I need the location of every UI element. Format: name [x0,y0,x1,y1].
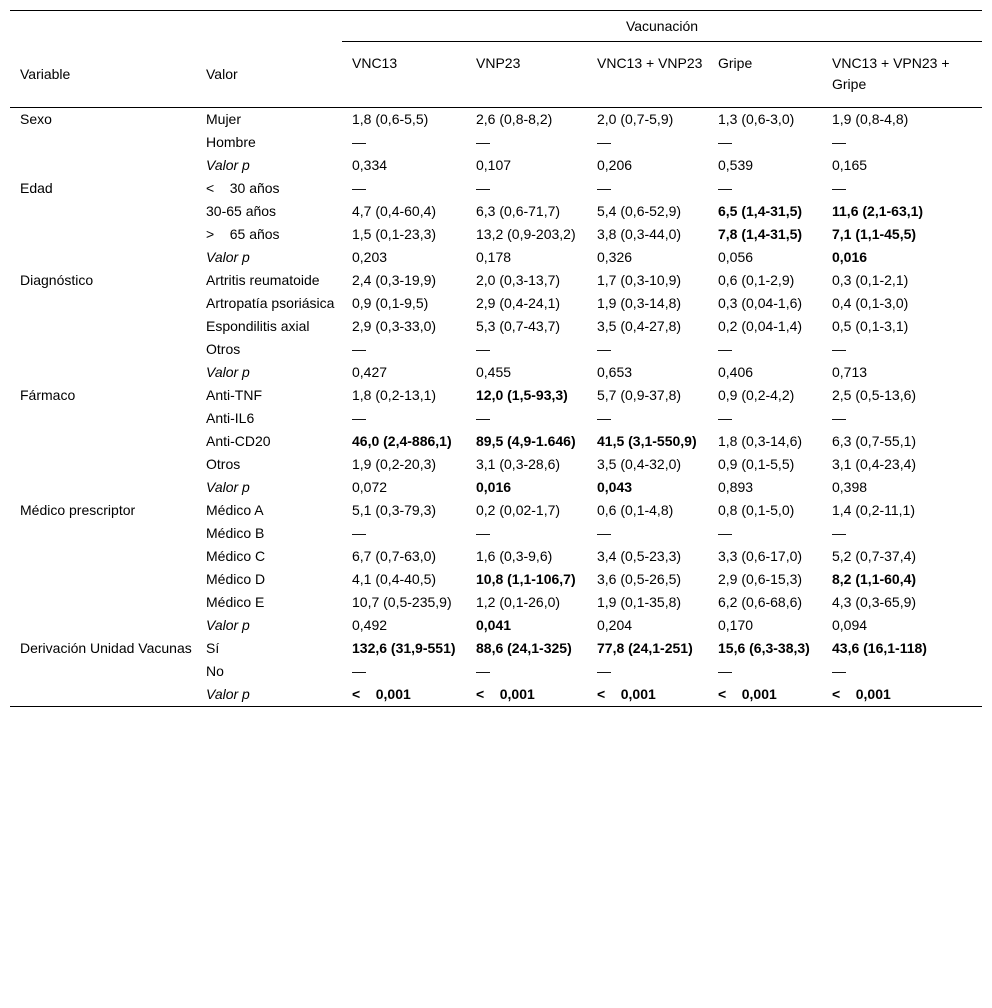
row-valor-label: Valor p [206,617,250,633]
row-cell: — [597,180,611,196]
row-cell: — [476,410,490,426]
row-variable [10,292,196,315]
row-cell: 8,2 (1,1-60,4) [832,571,917,587]
row-cell: 3,8 (0,3-44,0) [597,226,682,242]
row-cell: — [597,341,611,357]
row-valor: Anti-IL6 [206,410,255,426]
row-cell: — [718,410,732,426]
row-variable [10,361,196,384]
row-cell: 2,6 (0,8-8,2) [476,111,553,127]
row-cell: 1,3 (0,6-3,0) [718,111,795,127]
row-valor [196,683,342,707]
row-cell: < 0,001 [466,683,587,707]
row-cell: 89,5 (4,9-1.646) [476,433,576,449]
row-valor [196,476,342,499]
row-valor: > 65 años [206,226,280,242]
table-row [10,614,982,637]
row-valor: Médico D [206,571,266,587]
row-valor: Médico A [206,502,264,518]
header-spacer [10,11,196,42]
row-cell: 77,8 (24,1-251) [597,640,693,656]
row-cell: 3,5 (0,4-27,8) [597,318,682,334]
table-row [10,476,982,499]
row-cell: 0,406 [718,364,754,380]
row-variable [10,338,196,361]
table-row [10,545,982,568]
table-row [10,522,982,545]
row-variable [10,545,196,568]
row-cell: 1,6 (0,3-9,6) [476,548,553,564]
row-cell: < 0,001 [822,683,982,707]
row-cell: 15,6 (6,3-38,3) [718,640,810,656]
row-cell: 5,3 (0,7-43,7) [476,318,561,334]
table-row [10,177,982,200]
row-cell: 2,5 (0,5-13,6) [832,387,917,403]
row-variable [10,246,196,269]
row-cell: 0,427 [352,364,388,380]
row-cell: 0,893 [718,479,754,495]
row-cell: 0,170 [718,617,754,633]
table-row [10,269,982,292]
row-variable: Derivación Unidad Vacunas [20,640,192,656]
row-cell: 0,072 [352,479,388,495]
row-cell: 0,016 [476,479,512,495]
row-cell: 6,7 (0,7-63,0) [352,548,437,564]
row-cell: 1,8 (0,3-14,6) [718,433,803,449]
row-cell: — [352,341,366,357]
row-cell: 2,4 (0,3-19,9) [352,272,437,288]
table-row [10,315,982,338]
row-cell: 0,713 [832,364,868,380]
row-valor-label: Valor p [206,479,250,495]
row-cell: 2,0 (0,3-13,7) [476,272,561,288]
row-valor: No [206,663,224,679]
row-valor: < 30 años [206,180,280,196]
table-row [10,154,982,177]
row-variable [10,154,196,177]
row-cell: — [476,341,490,357]
header-col-vnc13: VNC13 [342,42,466,108]
row-cell: — [832,341,846,357]
row-variable: Médico prescriptor [20,502,136,518]
row-cell: 88,6 (24,1-325) [476,640,572,656]
row-cell: 4,7 (0,4-60,4) [352,203,437,219]
table-row [10,499,982,522]
row-cell: 0,204 [597,617,633,633]
row-cell: 0,9 (0,2-4,2) [718,387,795,403]
row-cell: — [597,525,611,541]
row-cell: — [352,134,366,150]
row-cell: 0,016 [832,249,868,265]
row-variable [10,200,196,223]
results-table [10,10,982,707]
row-valor-label: Valor p [206,686,250,702]
row-valor: Otros [206,341,241,357]
row-cell: 0,043 [597,479,633,495]
row-cell: 0,455 [476,364,512,380]
row-cell: 132,6 (31,9-551) [352,640,456,656]
row-cell: 1,8 (0,6-5,5) [352,111,429,127]
row-cell: 41,5 (3,1-550,9) [597,433,697,449]
row-cell: 2,9 (0,4-24,1) [476,295,561,311]
row-variable: Fármaco [20,387,76,403]
row-cell: 6,5 (1,4-31,5) [718,203,803,219]
row-cell: 3,4 (0,5-23,3) [597,548,682,564]
row-cell: — [476,134,490,150]
row-valor: Espondilitis axial [206,318,310,334]
table-row [10,568,982,591]
row-cell: 0,165 [832,157,868,173]
row-variable [10,683,196,707]
row-cell: 1,9 (0,2-20,3) [352,456,437,472]
row-cell: 0,2 (0,02-1,7) [476,502,561,518]
row-cell: 0,4 (0,1-3,0) [832,295,909,311]
row-valor [196,361,342,384]
row-valor: Artropatía psoriásica [206,295,335,311]
table-row [10,223,982,246]
row-cell: 11,6 (2,1-63,1) [832,203,924,219]
row-cell: 3,3 (0,6-17,0) [718,548,803,564]
row-valor: Sí [206,640,220,656]
row-cell: — [718,341,732,357]
row-cell: — [832,134,846,150]
row-cell: — [832,410,846,426]
row-cell: 3,1 (0,3-28,6) [476,456,561,472]
row-cell: 2,9 (0,3-33,0) [352,318,437,334]
row-cell: 7,1 (1,1-45,5) [832,226,917,242]
row-variable [10,591,196,614]
row-cell: — [718,525,732,541]
row-cell: 0,107 [476,157,512,173]
row-variable [10,430,196,453]
header-variable: Variable [10,42,196,108]
row-cell: — [832,180,846,196]
row-cell: < 0,001 [708,683,822,707]
row-cell: 0,398 [832,479,868,495]
row-cell: 0,9 (0,1-5,5) [718,456,795,472]
row-valor: Médico B [206,525,265,541]
row-cell: 0,492 [352,617,388,633]
row-variable [10,660,196,683]
row-variable [10,407,196,430]
table-row [10,683,982,707]
table-row [10,246,982,269]
row-cell: — [352,410,366,426]
row-cell: 0,203 [352,249,388,265]
row-cell: — [597,663,611,679]
row-cell: 5,2 (0,7-37,4) [832,548,917,564]
row-cell: 0,326 [597,249,633,265]
row-valor: Hombre [206,134,256,150]
row-cell: 0,041 [476,617,512,633]
header-group-vacunacion: Vacunación [342,11,982,42]
table-row [10,384,982,407]
row-variable: Sexo [20,111,52,127]
row-cell: 0,5 (0,1-3,1) [832,318,909,334]
row-cell: 0,056 [718,249,754,265]
row-cell: — [718,134,732,150]
row-cell: 1,9 (0,1-35,8) [597,594,682,610]
row-cell: — [352,525,366,541]
row-cell: < 0,001 [587,683,708,707]
row-valor: Mujer [206,111,242,127]
row-cell: 1,7 (0,3-10,9) [597,272,682,288]
row-cell: 6,3 (0,7-55,1) [832,433,917,449]
row-cell: 0,094 [832,617,868,633]
row-valor: Médico C [206,548,266,564]
row-cell: 2,0 (0,7-5,9) [597,111,674,127]
row-cell: 0,2 (0,04-1,4) [718,318,803,334]
table-row [10,637,982,660]
row-valor: Médico E [206,594,265,610]
row-cell: 12,0 (1,5-93,3) [476,387,568,403]
row-cell: < 0,001 [342,683,466,707]
table-row [10,131,982,154]
table-row [10,338,982,361]
row-cell: 0,6 (0,1-4,8) [597,502,674,518]
row-cell: 0,539 [718,157,754,173]
row-cell: — [718,180,732,196]
row-valor-label: Valor p [206,157,250,173]
row-variable [10,522,196,545]
row-cell: — [718,663,732,679]
row-cell: 3,5 (0,4-32,0) [597,456,682,472]
row-cell: 0,3 (0,1-2,1) [832,272,909,288]
row-cell: — [832,525,846,541]
row-cell: 0,178 [476,249,512,265]
row-cell: 43,6 (16,1-118) [832,640,927,656]
row-cell: — [597,410,611,426]
row-cell: 1,8 (0,2-13,1) [352,387,437,403]
row-variable [10,223,196,246]
row-cell: 5,1 (0,3-79,3) [352,502,437,518]
row-cell: — [476,663,490,679]
row-cell: 10,7 (0,5-235,9) [352,594,452,610]
row-cell: 0,8 (0,1-5,0) [718,502,795,518]
table-row [10,200,982,223]
row-cell: 1,5 (0,1-23,3) [352,226,437,242]
row-valor [196,614,342,637]
row-valor: 30-65 años [206,203,277,219]
row-cell: 4,1 (0,4-40,5) [352,571,437,587]
header-col-vnc13-vnp23: VNC13 + VNP23 [587,42,708,108]
row-cell: 5,4 (0,6-52,9) [597,203,682,219]
table-row [10,453,982,476]
row-cell: — [476,525,490,541]
table-row [10,591,982,614]
row-cell: 6,2 (0,6-68,6) [718,594,803,610]
row-cell: 1,9 (0,8-4,8) [832,111,909,127]
row-cell: — [832,663,846,679]
table-row [10,292,982,315]
row-variable [10,453,196,476]
row-cell: 3,6 (0,5-26,5) [597,571,682,587]
row-cell: 0,334 [352,157,388,173]
row-cell: 0,206 [597,157,633,173]
row-variable [10,568,196,591]
row-variable [10,476,196,499]
row-cell: 3,1 (0,4-23,4) [832,456,917,472]
row-cell: 5,7 (0,9-37,8) [597,387,682,403]
row-valor: Otros [206,456,241,472]
row-variable [10,614,196,637]
row-cell: 46,0 (2,4-886,1) [352,433,452,449]
row-variable [10,315,196,338]
row-cell: 0,6 (0,1-2,9) [718,272,795,288]
row-valor-label: Valor p [206,364,250,380]
row-cell: 4,3 (0,3-65,9) [832,594,917,610]
header-col-all: VNC13 + VPN23 + Gripe [822,42,982,108]
row-cell: 10,8 (1,1-106,7) [476,571,576,587]
row-valor [196,246,342,269]
table-row [10,407,982,430]
row-cell: 1,2 (0,1-26,0) [476,594,561,610]
header-col-gripe: Gripe [708,42,822,108]
row-cell: 7,8 (1,4-31,5) [718,226,803,242]
row-cell: 6,3 (0,6-71,7) [476,203,561,219]
row-valor-label: Valor p [206,249,250,265]
header-col-vnp23: VNP23 [466,42,587,108]
header-valor: Valor [196,42,342,108]
table-row [10,108,982,132]
table-body [10,108,982,707]
row-cell: — [476,180,490,196]
row-cell: 1,4 (0,2-11,1) [832,502,916,518]
row-cell: 1,9 (0,3-14,8) [597,295,682,311]
table-row [10,361,982,384]
row-cell: — [352,663,366,679]
row-cell: — [597,134,611,150]
row-variable: Edad [20,180,53,196]
row-cell: 0,3 (0,04-1,6) [718,295,803,311]
table-row [10,660,982,683]
row-variable [10,131,196,154]
table-row [10,430,982,453]
row-valor: Anti-CD20 [206,433,271,449]
row-cell: 13,2 (0,9-203,2) [476,226,576,242]
row-cell: 0,9 (0,1-9,5) [352,295,429,311]
row-valor: Artritis reumatoide [206,272,320,288]
row-variable: Diagnóstico [20,272,94,288]
header-spacer [196,11,342,42]
row-valor [196,154,342,177]
row-cell: — [352,180,366,196]
row-cell: 2,9 (0,6-15,3) [718,571,803,587]
row-cell: 0,653 [597,364,633,380]
row-valor: Anti-TNF [206,387,262,403]
